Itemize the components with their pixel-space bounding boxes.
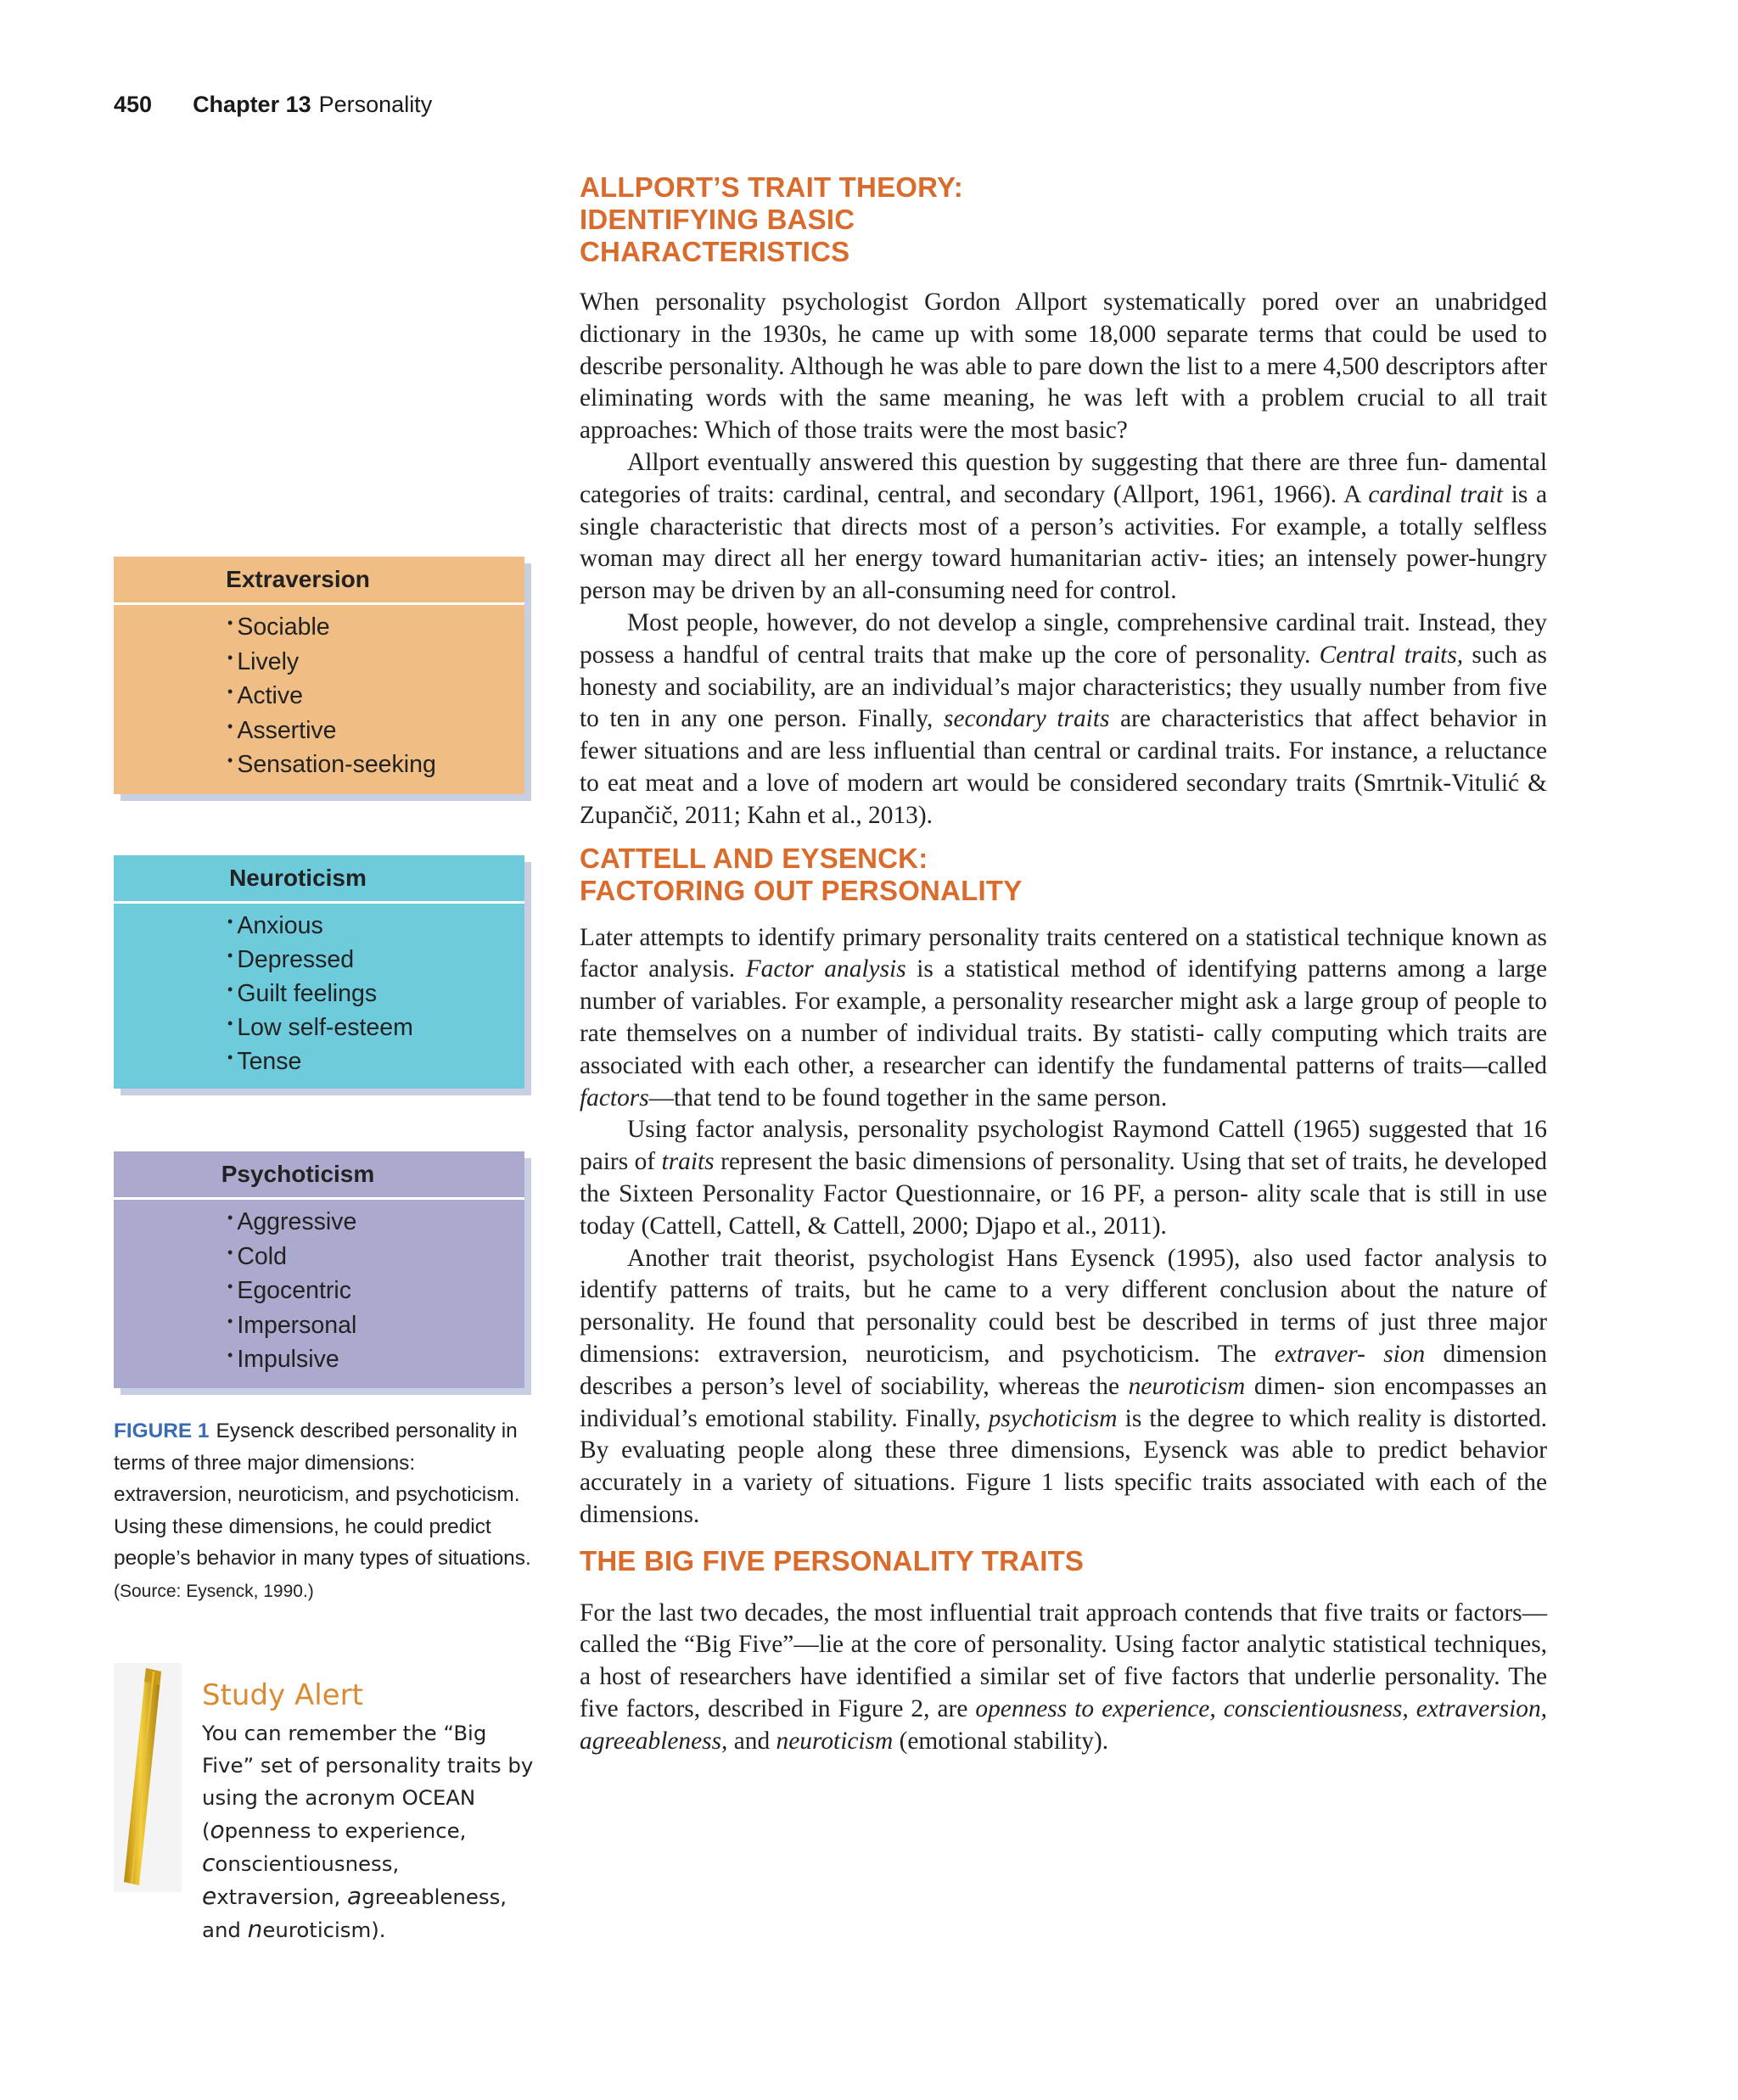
running-head [114,92,432,118]
trait-item: • Sociable [227,610,524,645]
heading-line: CHARACTERISTICS [580,236,850,267]
paragraph-cattell: Using factor analysis, personality psychologist Raymond Cattell (1965) suggested that 16 pairs of traits represent the basic dimensions of personality. Using that set of traits, he developed the Sixteen Personality Factor Questionnaire, or 16 PF, a person- ality scale that is still in use today (Cattell, Cattell, & Cattell, 2000; Djapo et al., 2011). [580,1116,1547,1240]
trait-list [114,605,524,782]
key-term: openness to experience, conscientiousness, extraversion, agreeableness, [580,1695,1547,1755]
trait-item: • Depressed [227,943,524,977]
key-term: psychoticism [988,1404,1118,1432]
paragraph-allport-3: Most people, however, do not develop a single, comprehensive cardinal trait. Instead, they possess a handful of central traits that make up the core of personality. Central traits, such as honesty and sociability, are an individual’s major characteristics; they usually number from five to ten in any one person. Finally, secondary traits are characteristics that affect behavior in fewer situations and are less influential than central or cardinal traits. For instance, a reluctance to eat meat and a love of modern art would be considered secondary traits (Smrtnik-Vitulić & Zupančič, 2011; Kahn et al., 2013). [580,608,1547,829]
psychoticism-box [114,1151,524,1388]
section-heading-cattell-eysenck [580,843,1547,907]
trait-item: • Guilt feelings [227,977,524,1011]
trait-item: • Aggressive [227,1205,524,1240]
paragraph-big-five: For the last two decades, the most influential trait approach contends that five traits or factors—called the “Big Five”—lie at the core of personality. Using factor analytic statistical techniques, a host of researchers have identified a similar set of five factors that underlie personality. The five factors, described in Figure 2, are openness to experience, conscientiousness, extraversion, agreeableness, and neuroticism (emotional stability). [580,1599,1547,1755]
figure-label: FIGURE 1 [114,1420,210,1442]
extraversion-box [114,557,524,794]
pencil-icon [114,1663,182,1892]
heading-line: CATTELL AND EYSENCK: [580,842,928,874]
trait-item: • Cold [227,1240,524,1274]
neuroticism-box [114,855,524,1089]
paragraph-allport-1: When personality psychologist Gordon Allport systematically pored over an unabridged dictionary in the 1930s, he came up with some 18,000 separate terms that could be used to describe personality. Although he was able to pare down the list to a mere 4,500 descriptors after eliminating words with the same meaning, he was left with a problem crucial to all trait approaches: Which of those traits were the most basic? [580,288,1547,445]
box-title: Psychoticism [114,1151,524,1200]
key-term: cardinal trait [1368,480,1504,508]
caption-source: (Source: Eysenck, 1990.) [114,1581,314,1601]
key-term: neuroticism [1128,1372,1246,1400]
section-heading-allport [580,171,1547,268]
heading-line: IDENTIFYING BASIC [580,204,855,235]
key-term: neuroticism [776,1727,894,1755]
chapter-title: Personality [318,92,433,117]
trait-item: • Sensation-seeking [227,748,524,782]
main-column [580,171,1547,1758]
key-term: secondary traits [944,705,1110,733]
trait-item: • Impersonal [227,1308,524,1343]
trait-list [114,904,524,1078]
paragraph-eysenck: Another trait theorist, psychologist Hans Eysenck (1995), also used factor analysis to identify patterns of traits, but he came to a very different conclusion about the nature of personality. He found that personality could best be described in terms of just three major dimensions: extraversion, neuroticism, and psychoticism. The extraver- sion dimension describes a person’s level of sociability, whereas the neuroticism dimen- sion encompasses an individual’s emotional stability. Finally, psychoticism is the degree to which reality is distorted. By evaluating people along these three dimensions, Eysenck was able to predict behavior accurately in a variety of situations. Figure 1 lists specific traits associated with each of the dimensions. [580,1244,1547,1528]
trait-item: • Assertive [227,714,524,748]
trait-item: • Lively [227,645,524,680]
section-heading-big-five [580,1545,1547,1577]
key-term: extraver- sion [1274,1340,1426,1368]
paragraph-allport-2: Allport eventually answered this question by suggesting that there are three fun- damental categories of traits: cardinal, central, and secondary (Allport, 1961, 1966). A cardinal trait is a single characteristic that directs most of a person’s activities. For example, a totally selfless woman may direct all her energy toward humanitarian activ- ities; an intensely power-hungry person may be driven by an all-consuming need for control. [580,448,1548,605]
key-term: Central traits, [1319,641,1464,669]
trait-item: • Egocentric [227,1274,524,1308]
trait-item: • Anxious [227,909,524,943]
figure-caption [114,1415,538,1607]
key-term: factors [580,1084,649,1112]
study-alert-title: Study Alert [202,1678,363,1712]
paragraph-factor-analysis: Later attempts to identify primary personality traits centered on a statistical technique known as factor analysis. Factor analysis is a statistical method of identifying patterns among a large number of variables. For example, a personality researcher might ask a large group of people to rate themselves on a number of individual traits. By statisti- cally computing which traits are associated with each other, a researcher can identify the fundamental patterns of traits—called factors—that tend to be found together in the same person. [580,923,1547,1112]
box-title: Extraversion [114,557,524,605]
study-alert-body: You can remember the “Big Five” set of personality traits by using the acronym OCEAN (openness to experience, conscientiousness, extraversion, agreeableness, and neuroticism). [202,1721,534,1943]
trait-list [114,1200,524,1377]
trait-item: • Low self-esteem [227,1011,524,1044]
key-term: Factor analysis [745,955,906,983]
caption-text: Eysenck described personality in terms of three major dimensions: extraversion, neuroticism, and psychoticism. Using these dimensions, he could predict people’s behavior in many types of situations. [114,1420,531,1570]
chapter-label: Chapter 13 [193,92,311,117]
heading-line: ALLPORT’S TRAIT THEORY: [580,171,963,203]
heading-line: THE BIG FIVE PERSONALITY TRAITS [580,1544,1085,1576]
trait-item: • Active [227,679,524,714]
heading-line: FACTORING OUT PERSONALITY [580,874,1023,906]
trait-item: • Impulsive [227,1342,524,1377]
box-title: Neuroticism [114,855,524,904]
page-number: 450 [114,92,153,117]
key-term: traits [661,1148,715,1176]
trait-item: • Tense [227,1044,524,1078]
